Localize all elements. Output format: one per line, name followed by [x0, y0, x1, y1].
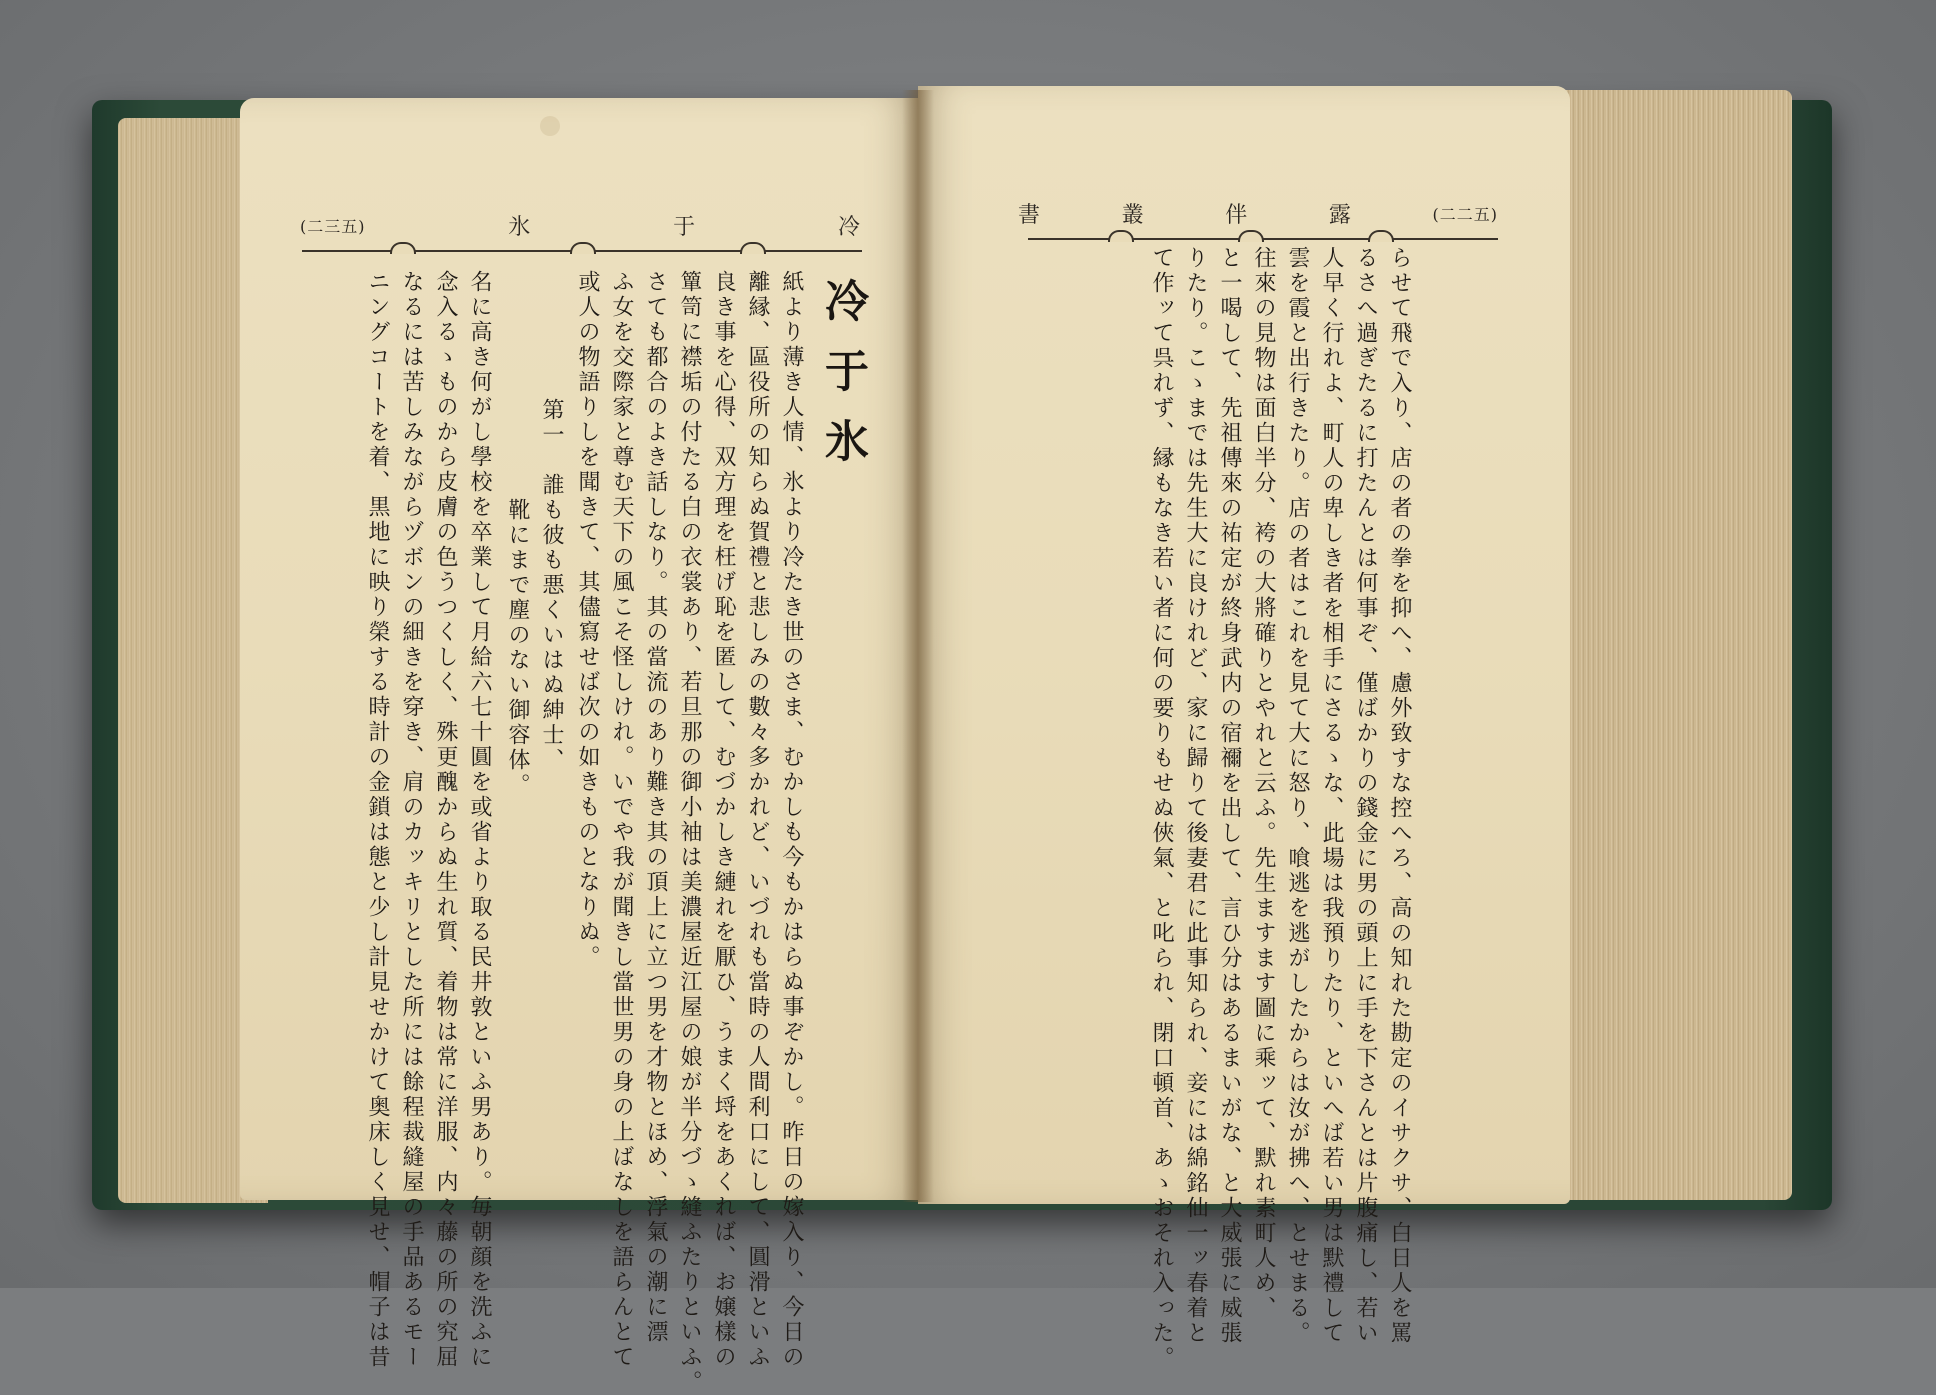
left-running-title-char: 于	[673, 214, 696, 240]
text-column: さても都合のよき話しなり。其の當流のあり難き其の頂上に立つ男を才物とほめ、浮氣の潮に漂	[643, 270, 668, 1345]
header-ornament	[1108, 230, 1134, 242]
right-page	[918, 86, 1570, 1371]
right-running-title-char: 叢	[1121, 202, 1144, 228]
section-subheading: 靴にまで塵のない御容体。	[505, 498, 530, 798]
text-column: らせて飛で入り、店の者の拳を抑へ、慮外致すな控へろ、高の知れた勘定のイサクサ、白日人を罵	[1387, 246, 1412, 1346]
text-column: て作ッて呉れず、縁もなき若い者に何の要りもせぬ俠氣、と叱られ、閉口頓首、あゝおそれ入った。	[1149, 246, 1174, 1371]
text-column: なるには苦しみながらヅボンの細きを穿き、肩のカッキリとした所には餘程裁縫屋の手品あるモー	[399, 270, 424, 1370]
text-column: 往來の見物は面白半分、袴の大將確りとやれと云ふ。先生ますます圖に乘ッて、默れ素町人め、	[1251, 246, 1276, 1321]
right-page-number: (二二五)	[1432, 204, 1498, 224]
header-ornament	[740, 242, 766, 254]
book-gutter	[902, 90, 934, 1202]
left-running-header	[300, 208, 860, 242]
left-page-number: (二三五)	[300, 216, 366, 236]
text-column: るさへ過ぎたるに打たんとは何事ぞ、僅ばかりの錢金に男の頭上に手を下さんとは片腹痛し、若い	[1353, 246, 1378, 1346]
header-ornament	[1238, 230, 1264, 242]
header-ornament	[570, 242, 596, 254]
left-running-title-char: 冷	[837, 214, 860, 240]
right-running-title-char: 露	[1328, 202, 1351, 228]
text-column: 或人の物語りしを聞きて、其儘寫せば次の如きものとなりぬ。	[575, 270, 600, 970]
text-column: 名に高き何がし學校を卒業して月給六七十圓を或省より取る民井敦といふ男あり。毎朝顔を洗ふに	[467, 270, 492, 1370]
text-column: りたり。こゝまでは先生大に良けれど、家に歸りて後妻君に此事知られ、妾には綿銘仙一ッ春着と	[1183, 246, 1208, 1346]
text-column: 念入るゝものから皮膚の色うつくしく、殊更醜からぬ生れ質、着物は常に洋服、内々藤の所の究屈	[433, 270, 458, 1370]
chapter-title: 冷于氷	[817, 278, 868, 488]
right-running-header	[1018, 196, 1498, 230]
text-column: 良き事を心得、双方理を枉げ恥を匿して、むづかしき縺れを厭ひ、うまく埒をあくれば、お嬢樣の	[711, 270, 736, 1370]
page-stain	[540, 116, 560, 136]
text-column: 離縁、區役所の知らぬ賀禮と悲しみの數々多かれど、いづれも當時の人間利口にして、圓滑といふ	[745, 270, 770, 1370]
section-heading: 第一 誰も彼も悪くいはぬ紳士、	[539, 398, 564, 773]
text-column: 雲を霞と出行きたり。店の者はこれを見て大に怒り、喰逃を逃がしたからは汝が拂へ、とせまる。	[1285, 246, 1310, 1346]
text-column: ニングコートを着、黒地に映り榮する時計の金鎖は態と少し計見せかけて奥床しく見せ、帽子は昔	[365, 270, 390, 1370]
text-column: 紙より薄き人情、氷より冷たき世のさま、むかしも今もかはらぬ事ぞかし。昨日の嫁入り、今日の	[779, 270, 804, 1370]
right-running-title-char: 書	[1018, 202, 1041, 228]
header-ornament	[390, 242, 416, 254]
right-page-edges	[1560, 90, 1792, 1200]
text-column: 人早く行れよ、町人の卑しき者を相手にさるゝな、此場は我預りたり、といへば若い男は默禮して	[1319, 246, 1344, 1346]
left-running-title-char: 氷	[508, 214, 531, 240]
left-page	[240, 98, 918, 1395]
header-ornament	[1368, 230, 1394, 242]
text-column: 簞笥に襟垢の付たる白の衣裳あり、若旦那の御小袖は美濃屋近江屋の娘が半分づゝ縫ふたりといふ。	[677, 270, 702, 1395]
text-column: と一喝して、先祖傳來の祐定が終身武内の宿禰を出して、言ひ分はあるまいがな、と大威張に威張	[1217, 246, 1242, 1346]
text-column: ふ女を交際家と尊む天下の風こそ怪しけれ。いでや我が聞きし當世男の身の上ばなしを語らんとて	[609, 270, 634, 1370]
right-running-title-char: 伴	[1225, 202, 1248, 228]
